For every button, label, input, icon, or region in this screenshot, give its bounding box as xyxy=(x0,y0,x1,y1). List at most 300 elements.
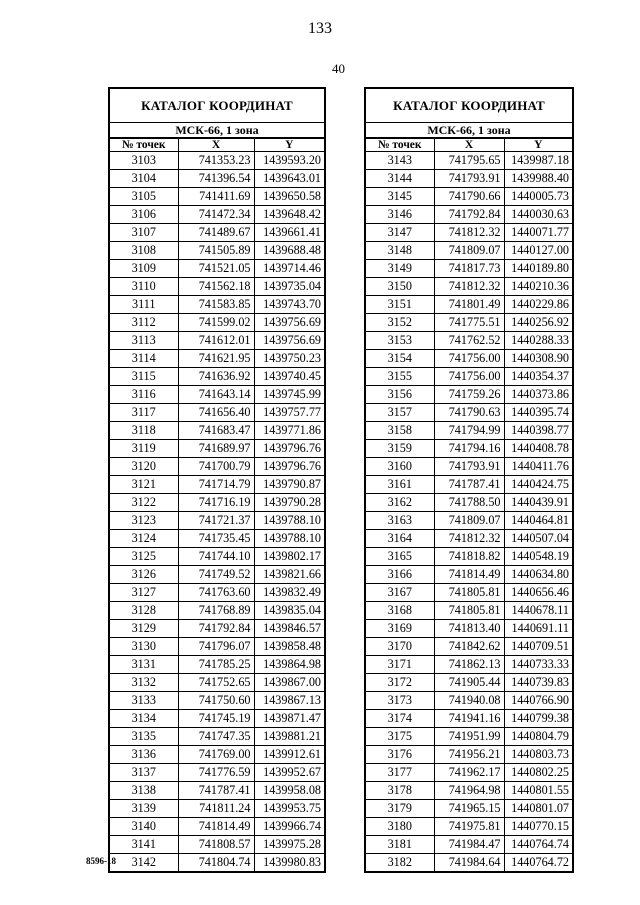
table-row xyxy=(110,548,324,566)
table-row xyxy=(366,224,572,242)
y-coordinate-cell: 1439735.04 xyxy=(254,278,324,296)
point-number-cell: 3182 xyxy=(366,854,434,872)
point-number-cell: 3155 xyxy=(366,368,434,386)
point-number-cell: 3122 xyxy=(110,494,178,512)
table-row xyxy=(366,422,572,440)
y-coordinate-cell: 1440801.07 xyxy=(504,800,572,818)
x-coordinate-cell: 741817.73 xyxy=(434,260,504,278)
table-row xyxy=(366,386,572,404)
table-row xyxy=(366,584,572,602)
y-coordinate-cell: 1439714.46 xyxy=(254,260,324,278)
table-row xyxy=(110,764,324,782)
x-coordinate-cell: 741795.65 xyxy=(434,152,504,170)
point-number-cell: 3144 xyxy=(366,170,434,188)
y-coordinate-cell: 1439802.17 xyxy=(254,548,324,566)
x-coordinate-cell: 741744.10 xyxy=(178,548,254,566)
x-coordinate-cell: 741984.47 xyxy=(434,836,504,854)
header-x: X xyxy=(178,139,254,152)
y-coordinate-cell: 1439952.67 xyxy=(254,764,324,782)
table-row xyxy=(366,188,572,206)
table-row xyxy=(366,476,572,494)
table-row xyxy=(366,458,572,476)
y-coordinate-cell: 1440691.11 xyxy=(504,620,572,638)
x-coordinate-cell: 741562.18 xyxy=(178,278,254,296)
table-header-row xyxy=(110,139,324,152)
y-coordinate-cell: 1439688.48 xyxy=(254,242,324,260)
table-row xyxy=(110,782,324,800)
table-row xyxy=(110,260,324,278)
header-y: Y xyxy=(504,139,572,152)
header-x: X xyxy=(434,139,504,152)
table-row xyxy=(110,620,324,638)
y-coordinate-cell: 1439790.87 xyxy=(254,476,324,494)
table-row xyxy=(110,818,324,836)
x-coordinate-cell: 741862.13 xyxy=(434,656,504,674)
y-coordinate-cell: 1440229.86 xyxy=(504,296,572,314)
point-number-cell: 3124 xyxy=(110,530,178,548)
point-number-cell: 3135 xyxy=(110,728,178,746)
point-number-cell: 3128 xyxy=(110,602,178,620)
y-coordinate-cell: 1440127.00 xyxy=(504,242,572,260)
point-number-cell: 3173 xyxy=(366,692,434,710)
x-coordinate-cell: 741735.45 xyxy=(178,530,254,548)
point-number-cell: 3132 xyxy=(110,674,178,692)
point-number-cell: 3177 xyxy=(366,764,434,782)
y-coordinate-cell: 1440354.37 xyxy=(504,368,572,386)
point-number-cell: 3107 xyxy=(110,224,178,242)
point-number-cell: 3120 xyxy=(110,458,178,476)
y-coordinate-cell: 1440709.51 xyxy=(504,638,572,656)
point-number-cell: 3162 xyxy=(366,494,434,512)
x-coordinate-cell: 741951.99 xyxy=(434,728,504,746)
table-row xyxy=(366,800,572,818)
y-coordinate-cell: 1440256.92 xyxy=(504,314,572,332)
point-number-cell: 3158 xyxy=(366,422,434,440)
x-coordinate-cell: 741785.25 xyxy=(178,656,254,674)
left-coordinate-catalog xyxy=(108,87,326,873)
y-coordinate-cell: 1439881.21 xyxy=(254,728,324,746)
point-number-cell: 3178 xyxy=(366,782,434,800)
table-row xyxy=(366,260,572,278)
x-coordinate-cell: 741756.00 xyxy=(434,368,504,386)
table-row xyxy=(110,206,324,224)
table-row xyxy=(110,152,324,170)
header-y: Y xyxy=(254,139,324,152)
x-coordinate-cell: 741808.57 xyxy=(178,836,254,854)
y-coordinate-cell: 1440804.79 xyxy=(504,728,572,746)
point-number-cell: 3153 xyxy=(366,332,434,350)
y-coordinate-cell: 1439796.76 xyxy=(254,440,324,458)
y-coordinate-cell: 1439650.58 xyxy=(254,188,324,206)
table-row xyxy=(366,332,572,350)
x-coordinate-cell: 741643.14 xyxy=(178,386,254,404)
table-row xyxy=(110,710,324,728)
x-coordinate-cell: 741812.32 xyxy=(434,224,504,242)
x-coordinate-cell: 741793.91 xyxy=(434,170,504,188)
table-row xyxy=(366,548,572,566)
table-row xyxy=(110,494,324,512)
table-row xyxy=(110,800,324,818)
table-row xyxy=(110,278,324,296)
y-coordinate-cell: 1440398.77 xyxy=(504,422,572,440)
x-coordinate-cell: 741759.26 xyxy=(434,386,504,404)
x-coordinate-cell: 741812.32 xyxy=(434,278,504,296)
table-row xyxy=(110,512,324,530)
x-coordinate-cell: 741792.84 xyxy=(434,206,504,224)
point-number-cell: 3127 xyxy=(110,584,178,602)
point-number-cell: 3165 xyxy=(366,548,434,566)
y-coordinate-cell: 1439821.66 xyxy=(254,566,324,584)
table-row xyxy=(366,152,572,170)
x-coordinate-cell: 741818.82 xyxy=(434,548,504,566)
point-number-cell: 3123 xyxy=(110,512,178,530)
point-number-cell: 3152 xyxy=(366,314,434,332)
coordinate-table xyxy=(110,138,324,871)
y-coordinate-cell: 1439796.76 xyxy=(254,458,324,476)
x-coordinate-cell: 741796.07 xyxy=(178,638,254,656)
y-coordinate-cell: 1440005.73 xyxy=(504,188,572,206)
x-coordinate-cell: 741809.07 xyxy=(434,242,504,260)
catalog-title: КАТАЛОГ КООРДИНАТ xyxy=(366,89,572,123)
table-header-row xyxy=(366,139,572,152)
table-row xyxy=(110,170,324,188)
x-coordinate-cell: 741788.50 xyxy=(434,494,504,512)
x-coordinate-cell: 741768.89 xyxy=(178,602,254,620)
header-point-number: № точек xyxy=(366,139,434,152)
y-coordinate-cell: 1439788.10 xyxy=(254,530,324,548)
point-number-cell: 3176 xyxy=(366,746,434,764)
point-number-cell: 3108 xyxy=(110,242,178,260)
x-coordinate-cell: 741472.34 xyxy=(178,206,254,224)
table-row xyxy=(110,692,324,710)
coordinate-table xyxy=(366,138,572,871)
x-coordinate-cell: 741612.01 xyxy=(178,332,254,350)
y-coordinate-cell: 1439661.41 xyxy=(254,224,324,242)
x-coordinate-cell: 741965.15 xyxy=(434,800,504,818)
y-coordinate-cell: 1439958.08 xyxy=(254,782,324,800)
table-row xyxy=(366,728,572,746)
table-row xyxy=(366,710,572,728)
x-coordinate-cell: 741794.99 xyxy=(434,422,504,440)
point-number-cell: 3129 xyxy=(110,620,178,638)
x-coordinate-cell: 741763.60 xyxy=(178,584,254,602)
table-row xyxy=(110,458,324,476)
point-number-cell: 3136 xyxy=(110,746,178,764)
x-coordinate-cell: 741804.74 xyxy=(178,854,254,872)
footer-code: 8596-18 xyxy=(86,856,116,866)
x-coordinate-cell: 741814.49 xyxy=(434,566,504,584)
x-coordinate-cell: 741811.24 xyxy=(178,800,254,818)
table-row xyxy=(366,746,572,764)
point-number-cell: 3121 xyxy=(110,476,178,494)
x-coordinate-cell: 741683.47 xyxy=(178,422,254,440)
y-coordinate-cell: 1440439.91 xyxy=(504,494,572,512)
point-number-cell: 3133 xyxy=(110,692,178,710)
table-row xyxy=(110,746,324,764)
table-row xyxy=(366,566,572,584)
point-number-cell: 3113 xyxy=(110,332,178,350)
x-coordinate-cell: 741521.05 xyxy=(178,260,254,278)
y-coordinate-cell: 1440071.77 xyxy=(504,224,572,242)
point-number-cell: 3126 xyxy=(110,566,178,584)
x-coordinate-cell: 741636.92 xyxy=(178,368,254,386)
point-number-cell: 3163 xyxy=(366,512,434,530)
y-coordinate-cell: 1440210.36 xyxy=(504,278,572,296)
table-row xyxy=(366,404,572,422)
point-number-cell: 3154 xyxy=(366,350,434,368)
x-coordinate-cell: 741794.16 xyxy=(434,440,504,458)
y-coordinate-cell: 1440634.80 xyxy=(504,566,572,584)
x-coordinate-cell: 741353.23 xyxy=(178,152,254,170)
point-number-cell: 3159 xyxy=(366,440,434,458)
x-coordinate-cell: 741776.59 xyxy=(178,764,254,782)
point-number-cell: 3143 xyxy=(366,152,434,170)
y-coordinate-cell: 1440770.15 xyxy=(504,818,572,836)
table-row xyxy=(110,296,324,314)
y-coordinate-cell: 1440308.90 xyxy=(504,350,572,368)
point-number-cell: 3116 xyxy=(110,386,178,404)
x-coordinate-cell: 741745.19 xyxy=(178,710,254,728)
y-coordinate-cell: 1439643.01 xyxy=(254,170,324,188)
table-row xyxy=(366,656,572,674)
point-number-cell: 3160 xyxy=(366,458,434,476)
x-coordinate-cell: 741962.17 xyxy=(434,764,504,782)
y-coordinate-cell: 1439771.86 xyxy=(254,422,324,440)
x-coordinate-cell: 741805.81 xyxy=(434,602,504,620)
point-number-cell: 3109 xyxy=(110,260,178,278)
point-number-cell: 3106 xyxy=(110,206,178,224)
x-coordinate-cell: 741975.81 xyxy=(434,818,504,836)
y-coordinate-cell: 1440802.25 xyxy=(504,764,572,782)
table-row xyxy=(366,170,572,188)
point-number-cell: 3138 xyxy=(110,782,178,800)
x-coordinate-cell: 741750.60 xyxy=(178,692,254,710)
x-coordinate-cell: 741941.16 xyxy=(434,710,504,728)
x-coordinate-cell: 741714.79 xyxy=(178,476,254,494)
y-coordinate-cell: 1440411.76 xyxy=(504,458,572,476)
point-number-cell: 3112 xyxy=(110,314,178,332)
x-coordinate-cell: 741656.40 xyxy=(178,404,254,422)
point-number-cell: 3104 xyxy=(110,170,178,188)
x-coordinate-cell: 741505.89 xyxy=(178,242,254,260)
point-number-cell: 3115 xyxy=(110,368,178,386)
x-coordinate-cell: 741700.79 xyxy=(178,458,254,476)
sub-page-number: 40 xyxy=(332,61,345,76)
y-coordinate-cell: 1439756.69 xyxy=(254,332,324,350)
y-coordinate-cell: 1439988.40 xyxy=(504,170,572,188)
point-number-cell: 3125 xyxy=(110,548,178,566)
y-coordinate-cell: 1439835.04 xyxy=(254,602,324,620)
x-coordinate-cell: 741814.49 xyxy=(178,818,254,836)
y-coordinate-cell: 1439980.83 xyxy=(254,854,324,872)
x-coordinate-cell: 741583.85 xyxy=(178,296,254,314)
x-coordinate-cell: 741769.00 xyxy=(178,746,254,764)
point-number-cell: 3137 xyxy=(110,764,178,782)
y-coordinate-cell: 1440764.72 xyxy=(504,854,572,872)
table-row xyxy=(110,584,324,602)
point-number-cell: 3180 xyxy=(366,818,434,836)
catalog-zone: МСК-66, 1 зона xyxy=(366,123,572,138)
point-number-cell: 3145 xyxy=(366,188,434,206)
x-coordinate-cell: 741756.00 xyxy=(434,350,504,368)
table-row xyxy=(366,854,572,872)
x-coordinate-cell: 741599.02 xyxy=(178,314,254,332)
point-number-cell: 3134 xyxy=(110,710,178,728)
point-number-cell: 3169 xyxy=(366,620,434,638)
x-coordinate-cell: 741842.62 xyxy=(434,638,504,656)
y-coordinate-cell: 1440764.74 xyxy=(504,836,572,854)
x-coordinate-cell: 741489.67 xyxy=(178,224,254,242)
x-coordinate-cell: 741790.63 xyxy=(434,404,504,422)
x-coordinate-cell: 741752.65 xyxy=(178,674,254,692)
y-coordinate-cell: 1440548.19 xyxy=(504,548,572,566)
point-number-cell: 3157 xyxy=(366,404,434,422)
table-row xyxy=(110,854,324,872)
y-coordinate-cell: 1440799.38 xyxy=(504,710,572,728)
y-coordinate-cell: 1440424.75 xyxy=(504,476,572,494)
table-row xyxy=(366,674,572,692)
table-row xyxy=(366,692,572,710)
point-number-cell: 3103 xyxy=(110,152,178,170)
x-coordinate-cell: 741809.07 xyxy=(434,512,504,530)
y-coordinate-cell: 1439756.69 xyxy=(254,314,324,332)
x-coordinate-cell: 741775.51 xyxy=(434,314,504,332)
table-row xyxy=(366,602,572,620)
table-row xyxy=(110,242,324,260)
point-number-cell: 3130 xyxy=(110,638,178,656)
table-body xyxy=(366,152,572,872)
table-row xyxy=(366,620,572,638)
y-coordinate-cell: 1439832.49 xyxy=(254,584,324,602)
y-coordinate-cell: 1439593.20 xyxy=(254,152,324,170)
table-row xyxy=(366,206,572,224)
catalog-zone: МСК-66, 1 зона xyxy=(110,123,324,138)
point-number-cell: 3172 xyxy=(366,674,434,692)
table-row xyxy=(110,656,324,674)
table-row xyxy=(366,836,572,854)
y-coordinate-cell: 1439871.47 xyxy=(254,710,324,728)
point-number-cell: 3175 xyxy=(366,728,434,746)
x-coordinate-cell: 741805.81 xyxy=(434,584,504,602)
point-number-cell: 3139 xyxy=(110,800,178,818)
point-number-cell: 3166 xyxy=(366,566,434,584)
y-coordinate-cell: 1440288.33 xyxy=(504,332,572,350)
x-coordinate-cell: 741716.19 xyxy=(178,494,254,512)
y-coordinate-cell: 1439953.75 xyxy=(254,800,324,818)
y-coordinate-cell: 1440766.90 xyxy=(504,692,572,710)
table-row xyxy=(110,674,324,692)
table-row xyxy=(366,296,572,314)
table-row xyxy=(110,314,324,332)
table-row xyxy=(366,494,572,512)
point-number-cell: 3114 xyxy=(110,350,178,368)
table-row xyxy=(110,638,324,656)
table-row xyxy=(366,530,572,548)
point-number-cell: 3105 xyxy=(110,188,178,206)
y-coordinate-cell: 1439987.18 xyxy=(504,152,572,170)
table-body xyxy=(110,152,324,872)
table-row xyxy=(366,512,572,530)
page-number: 133 xyxy=(308,20,332,37)
x-coordinate-cell: 741762.52 xyxy=(434,332,504,350)
point-number-cell: 3146 xyxy=(366,206,434,224)
y-coordinate-cell: 1439750.23 xyxy=(254,350,324,368)
table-row xyxy=(110,188,324,206)
table-row xyxy=(110,728,324,746)
x-coordinate-cell: 741801.49 xyxy=(434,296,504,314)
x-coordinate-cell: 741396.54 xyxy=(178,170,254,188)
table-row xyxy=(366,242,572,260)
y-coordinate-cell: 1440030.63 xyxy=(504,206,572,224)
y-coordinate-cell: 1439864.98 xyxy=(254,656,324,674)
y-coordinate-cell: 1440373.86 xyxy=(504,386,572,404)
table-row xyxy=(110,368,324,386)
table-row xyxy=(366,440,572,458)
point-number-cell: 3168 xyxy=(366,602,434,620)
y-coordinate-cell: 1439745.99 xyxy=(254,386,324,404)
y-coordinate-cell: 1439975.28 xyxy=(254,836,324,854)
y-coordinate-cell: 1439867.13 xyxy=(254,692,324,710)
point-number-cell: 3171 xyxy=(366,656,434,674)
point-number-cell: 3142 xyxy=(110,854,178,872)
point-number-cell: 3131 xyxy=(110,656,178,674)
y-coordinate-cell: 1439743.70 xyxy=(254,296,324,314)
table-row xyxy=(110,386,324,404)
catalog-title: КАТАЛОГ КООРДИНАТ xyxy=(110,89,324,123)
point-number-cell: 3111 xyxy=(110,296,178,314)
x-coordinate-cell: 741905.44 xyxy=(434,674,504,692)
table-row xyxy=(110,566,324,584)
table-row xyxy=(366,638,572,656)
table-row xyxy=(110,350,324,368)
point-number-cell: 3150 xyxy=(366,278,434,296)
y-coordinate-cell: 1439648.42 xyxy=(254,206,324,224)
point-number-cell: 3156 xyxy=(366,386,434,404)
x-coordinate-cell: 741747.35 xyxy=(178,728,254,746)
table-row xyxy=(110,422,324,440)
y-coordinate-cell: 1439966.74 xyxy=(254,818,324,836)
table-row xyxy=(366,782,572,800)
header-point-number: № точек xyxy=(110,139,178,152)
table-row xyxy=(366,278,572,296)
table-row xyxy=(366,368,572,386)
x-coordinate-cell: 741812.32 xyxy=(434,530,504,548)
table-row xyxy=(110,440,324,458)
table-row xyxy=(110,404,324,422)
y-coordinate-cell: 1440801.55 xyxy=(504,782,572,800)
y-coordinate-cell: 1439912.61 xyxy=(254,746,324,764)
point-number-cell: 3148 xyxy=(366,242,434,260)
table-row xyxy=(110,332,324,350)
table-row xyxy=(366,764,572,782)
point-number-cell: 3119 xyxy=(110,440,178,458)
x-coordinate-cell: 741787.41 xyxy=(178,782,254,800)
y-coordinate-cell: 1440803.73 xyxy=(504,746,572,764)
x-coordinate-cell: 741721.37 xyxy=(178,512,254,530)
x-coordinate-cell: 741813.40 xyxy=(434,620,504,638)
point-number-cell: 3164 xyxy=(366,530,434,548)
x-coordinate-cell: 741411.69 xyxy=(178,188,254,206)
y-coordinate-cell: 1439858.48 xyxy=(254,638,324,656)
table-row xyxy=(110,602,324,620)
table-row xyxy=(110,530,324,548)
y-coordinate-cell: 1439790.28 xyxy=(254,494,324,512)
point-number-cell: 3179 xyxy=(366,800,434,818)
x-coordinate-cell: 741956.21 xyxy=(434,746,504,764)
point-number-cell: 3167 xyxy=(366,584,434,602)
x-coordinate-cell: 741790.66 xyxy=(434,188,504,206)
point-number-cell: 3147 xyxy=(366,224,434,242)
